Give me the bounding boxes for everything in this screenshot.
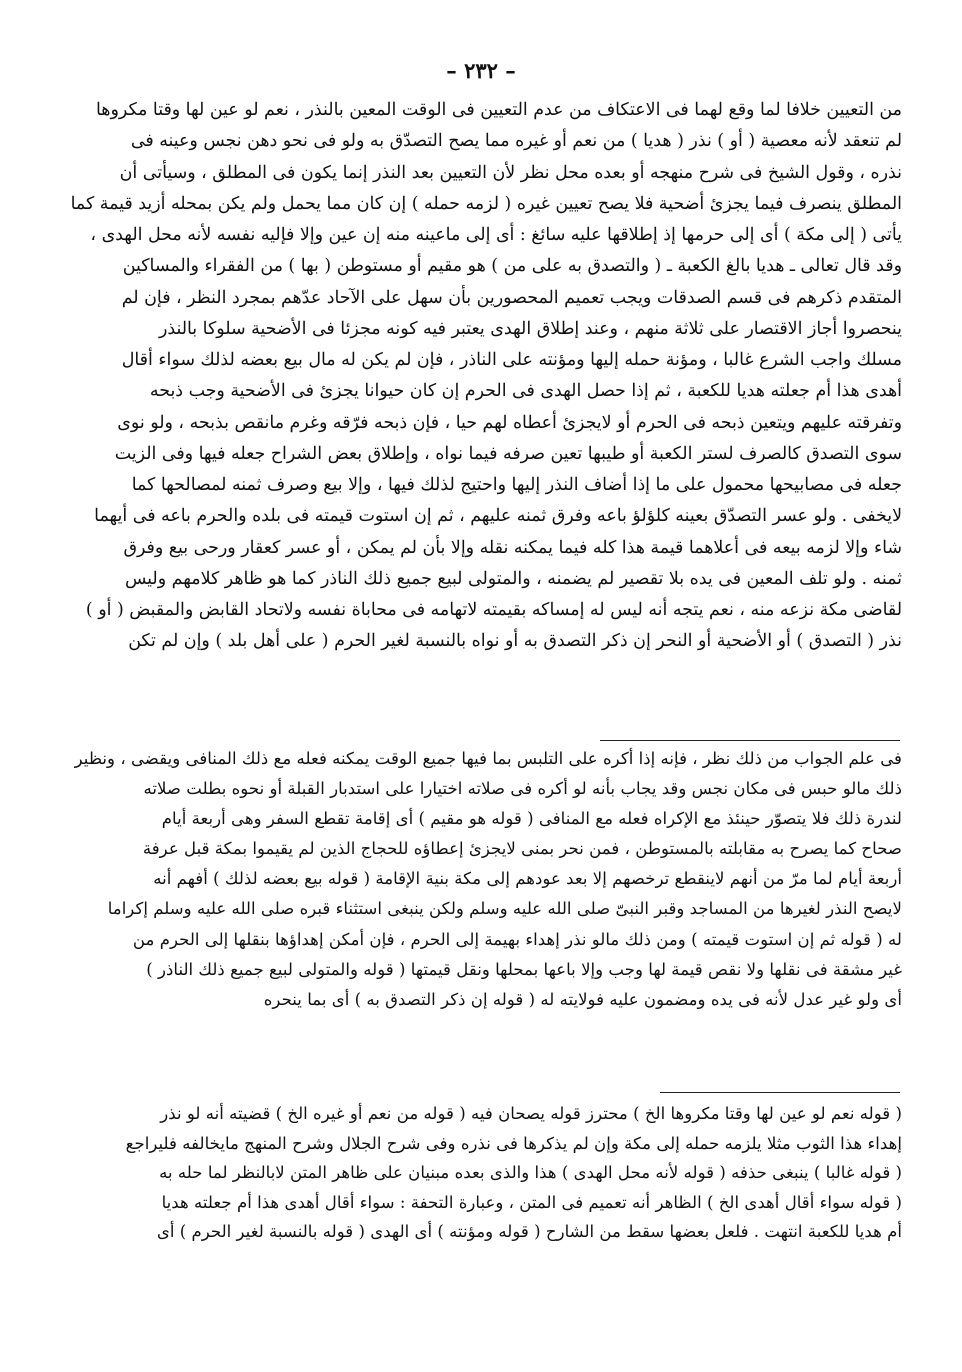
notes-line: أم هديا للكعبة انتهت . فلعل بعضها سقط من الشارح ( قوله ومؤنته ) أى الهدى ( قوله بالنسبة لغير الحرم ) أى	[156, 1222, 902, 1242]
main-text-line: وقد قال تعالى ـ هديا بالغ الكعبة ـ ( والتصدق به على من ) هو مقيم أو مستوطن ( بها ) من الفقراء والمساكين	[122, 256, 902, 277]
commentary-line: أى ولو غير عدل لأنه فى يده ومضمون عليه فولايته له ( قوله إن ذكر التصدق به ) أى بما ينحره	[263, 989, 902, 1009]
main-text-line: المطلق ينصرف فيما يجزئ أضحية فلا يصح تعيين غيره ( لزمه حمله ) إن كان مما يحمل ولم يكن بمحله أزيد قيمة كما	[70, 193, 902, 214]
commentary-text	[60, 744, 902, 1015]
main-text-line: وتفرقته عليهم ويتعين ذبحه فى الحرم أو لايجزئ أعطاه لهم حيا ، فإن ذبحه فرّقه وغرم مانقص بذبحه ، ولو نوى	[117, 412, 902, 433]
main-text-line: سوى التصدق كالصرف لستر الكعبة أو طيبها تعين صرفه فيما نواه ، وإطلاق بعض الشراح جعله فيها وفى الزيت	[114, 443, 902, 464]
main-text-line: المتقدم ذكرهم فى قسم الصدقات ويجب تعميم المحصورين بأن سهل على الآحاد عدّهم بمجرد النظر ، فإن لم	[121, 287, 902, 308]
main-text-line: مسلك واجب الشرع غالبا ، ومؤنة حمله إليها ومؤنته على الناذر ، فإن لم يكن له مال بيع بعضه لذلك سواء أقال	[121, 350, 902, 370]
notes-line: ( قوله غالبا ) ينبغى حذفه ( قوله لأنه محل الهدى ) هذا والذى بعده مبنيان على ظاهر المتن لابالنظر لما حله به	[159, 1163, 902, 1183]
commentary-line: أربعة أيام لما مرّ من أنهم لاينقطع ترخصهم إلا بعد عودهم إلى مكة بنية الإقامة ( قوله بيع بعضه لذلك ) أفهم أنه	[153, 869, 902, 889]
main-text-line: جعله فى مصابيحها محمول على ما إذا أضاف النذر إليها واحتيج لذلك فيها ، وإلا بيع وصرف ثمنه لمصالحها كما	[131, 475, 902, 495]
page-number: – ٢٣٢ –	[446, 58, 516, 83]
notes-line: ( قوله سواء أقال أهدى الخ ) الظاهر أنه تعميم فى المتن ، وعبارة التحفة : سواء أقال أهدى هذا أم جعلته هديا	[161, 1192, 902, 1212]
main-text-line: ينحصروا أجاز الاقتصار على ثلاثة منهم ، وعند إطلاق الهدى يعتبر فيه كونه مجزئا فى الأضحية سلوكا بالنذر	[158, 318, 902, 339]
main-text-line: نذره ، وقول الشيخ فى شرح منهجه أو بعده محل نظر لأن التعيين بعد النذر إنما يكون فى المطلق ، وسيأتى أن	[119, 162, 902, 183]
notes-line: إهداء هذا الثوب مثلا يلزمه حمله إلى مكة وإن لم يذكرها فى نذره وفى شرح الجلال وشرح المنهج مايخالفه فليراجع	[125, 1133, 902, 1153]
main-text-line: من التعيين خلافا لما وقع لهما فى الاعتكاف من عدم التعيين فى الوقت المعين بالنذر ، نعم لو عين لها وقتا مكروها	[95, 100, 902, 120]
main-text-line: لم تنعقد لأنه معصية ( أو ) نذر ( هديا ) من نعم أو غيره مما يصح التصدّق به ولو فى نحو دهن نجس وعينه فى	[130, 131, 902, 152]
commentary-line: لندرة ذلك فلا يتصوّر حينئذ مع الإكراه فعله مع المنافى ( قوله هو مقيم ) أى إقامة تقطع السفر وهى أربعة أيام	[161, 809, 902, 829]
notes-line: ( قوله نعم لو عين لها وقتا مكروها الخ ) محترز قوله يصحان فيه ( قوله من نعم أو غيره الخ ) قضيته أنه لو نذر	[160, 1104, 902, 1123]
commentary-line: صحاح كما يصرح به مقابلته بالمستوطن ، فمن نحر بمنى لايجزئ إعطاؤه للحجاج الذين لم يقيموا بمكة قبل عرفة	[142, 839, 902, 859]
commentary-line: ذلك مالو حبس فى مكان نجس وقد يجاب بأنه لو أكره فى صلاته اختيارا على استدبار القبلة أو نحوه بطلت صلاته	[143, 779, 902, 799]
notes-text	[60, 1099, 902, 1247]
commentary-line: لايصح النذر لغيرها من المساجد وقبر النبىّ صلى الله عليه وسلم ولكن ينبغى استثناء قبره صلى الله عليه وسلم إكراما	[107, 899, 902, 919]
commentary-line: فى علم الجواب من ذلك نظر ، فإنه إذا أكره على التلبس بما فيها جميع الوقت يمكنه فعله مع ذلك المنافى ويقضى ، ونظير	[74, 749, 902, 768]
main-text-line: أهدى هذا أم جعلته هديا للكعبة ، ثم إذا حصل الهدى فى الحرم إن كان حيوانا يجزئ فى الأضحية وجب ذبحه	[149, 381, 902, 402]
commentary-line: له ( قوله ثم إن استوت قيمته ) ومن ذلك مالو نذر إهداء بهيمة إلى الحرم ، فإن أمكن إهداؤها بنقلها إلى الحرم من	[132, 929, 902, 949]
commentary-divider	[600, 740, 900, 741]
main-text	[60, 95, 902, 658]
main-text-line: لايخفى . ولو عسر التصدّق بعينه كلؤلؤ باعه وفرق ثمنه عليهم ، ثم إن استوت قيمته فى بلده والحرم باعه فى أيهما	[94, 506, 902, 527]
main-text-line: ثمنه . ولو تلف المعين فى يده بلا تقصير لم يضمنه ، والمتولى لبيع جميع ذلك الناذر كما هو ظاهر كلامهم وليس	[125, 568, 902, 589]
commentary-line: غير مشقة فى نقلها ولا نقص قيمة لها وجب وإلا باعها بمحلها ونقل قيمتها ( قوله والمتولى لبيع جميع ذلك الناذر )	[146, 959, 902, 979]
notes-divider	[660, 1092, 900, 1093]
main-text-line: شاء وإلا لزمه بيعه فى أعلاهما قيمة هذا كله فيما يمكنه نقله وإلا بأن لم يمكن ، أو عسر كعقار ورحى بيع وفرق	[123, 537, 902, 558]
main-text-line: لقاضى مكة نزعه منه ، نعم يتجه أنه ليس له إمساكه بقيمته لاتهامه فى محاباة نفسه ولاتحاد القابض والمقبض ( أو )	[85, 600, 902, 620]
main-text-line: نذر ( التصدق ) أو الأضحية أو النحر إن ذكر التصدق به أو نواه بالنسبة لغير الحرم ( على أهل بلد ) وإن لم تكن	[128, 631, 902, 652]
main-text-line: يأتى ( إلى مكة ) أى إلى حرمها إذ إطلاقها عليه سائغ : أى إلى ماعينه منه إن عين وإلا فإليه نفسه لأنه محل الهدى ،	[90, 225, 902, 245]
